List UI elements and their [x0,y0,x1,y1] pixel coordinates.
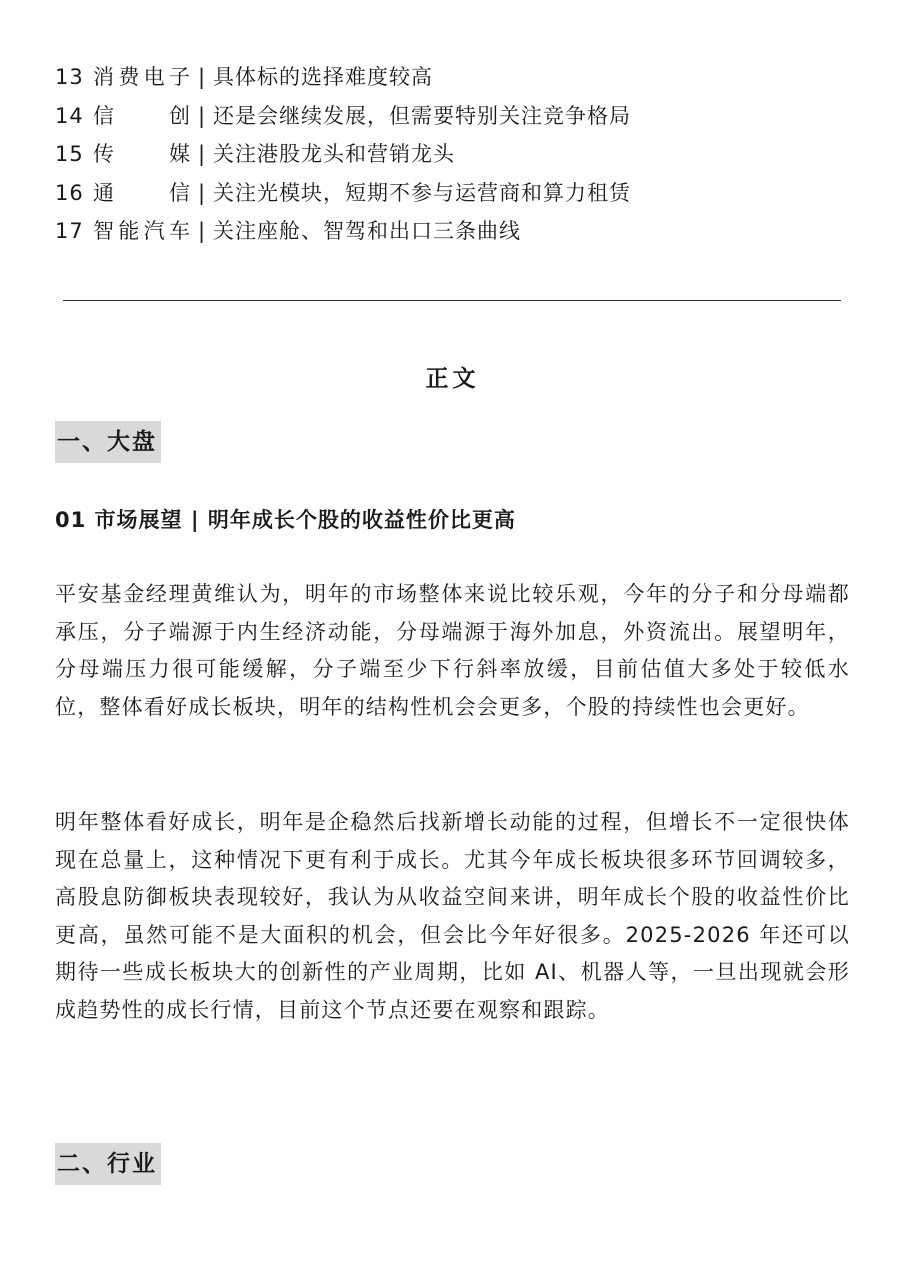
toc-item-description: 关注座舱、智驾和出口三条曲线 [213,219,521,243]
section-divider [63,300,841,301]
paragraph: 明年整体看好成长，明年是企稳然后找新增长动能的过程，但增长不一定很快体现在总量上，这种情况下更有利于成长。尤其今年成长板块很多环节回调较多，高股息防御板块表现较好，我认为从收益空间来讲，明年成长个股的收益性价比更高，虽然可能不是大面积的机会，但会比今年好很多。2025-2026 年还可以期待一些成长板块大的创新性的产业周期，比如 AI、机器人等，一旦出现就会形成趋势性的成长行情，目前这个节点还要在观察和跟踪。 [55,810,850,1022]
paragraph: 平安基金经理黄维认为，明年的市场整体来说比较乐观，今年的分子和分母端都承压，分子端源于内生经济动能，分母端源于海外加息，外资流出。展望明年，分母端压力很可能缓解，分子端至少下行斜率放缓，目前估值大多处于较低水位，整体看好成长板块，明年的结构性机会会更多，个股的持续性也会更好。 [55,582,850,719]
toc-item-separator: | [197,142,207,166]
toc-item-name: 消费电子 [93,65,191,89]
section-heading-industry: 二、行业 [55,1143,161,1185]
toc-item [55,135,855,174]
toc-item-name: 智能汽车 [93,219,191,243]
toc-item-description: 具体标的选择难度较高 [213,65,433,89]
toc-item-number: 13 [55,65,84,89]
toc-item-separator: | [197,219,207,243]
toc-item-number: 14 [55,103,84,128]
toc-list [55,58,855,251]
toc-item [55,58,855,97]
toc-item [55,97,855,136]
toc-item-name: 传媒 [93,142,191,166]
toc-item-number: 17 [55,219,84,243]
toc-item [55,212,855,251]
body-title: 正文 [425,366,480,392]
toc-item-description: 关注光模块，短期不参与运营商和算力租赁 [213,180,631,205]
toc-item-separator: | [197,103,207,128]
toc-item [55,174,855,213]
toc-item-separator: | [197,180,207,205]
toc-item-name: 通信 [93,180,191,205]
section-heading-market: 一、大盘 [55,421,161,463]
sub-heading-market-outlook: 01 市场展望 | 明年成长个股的收益性价比更高 [55,508,516,532]
toc-item-description: 还是会继续发展，但需要特别关注竞争格局 [213,103,631,128]
toc-item-description: 关注港股龙头和营销龙头 [213,142,455,166]
toc-item-number: 15 [55,142,84,166]
toc-item-separator: | [197,65,207,89]
toc-item-name: 信创 [93,103,191,128]
toc-item-number: 16 [55,180,84,205]
